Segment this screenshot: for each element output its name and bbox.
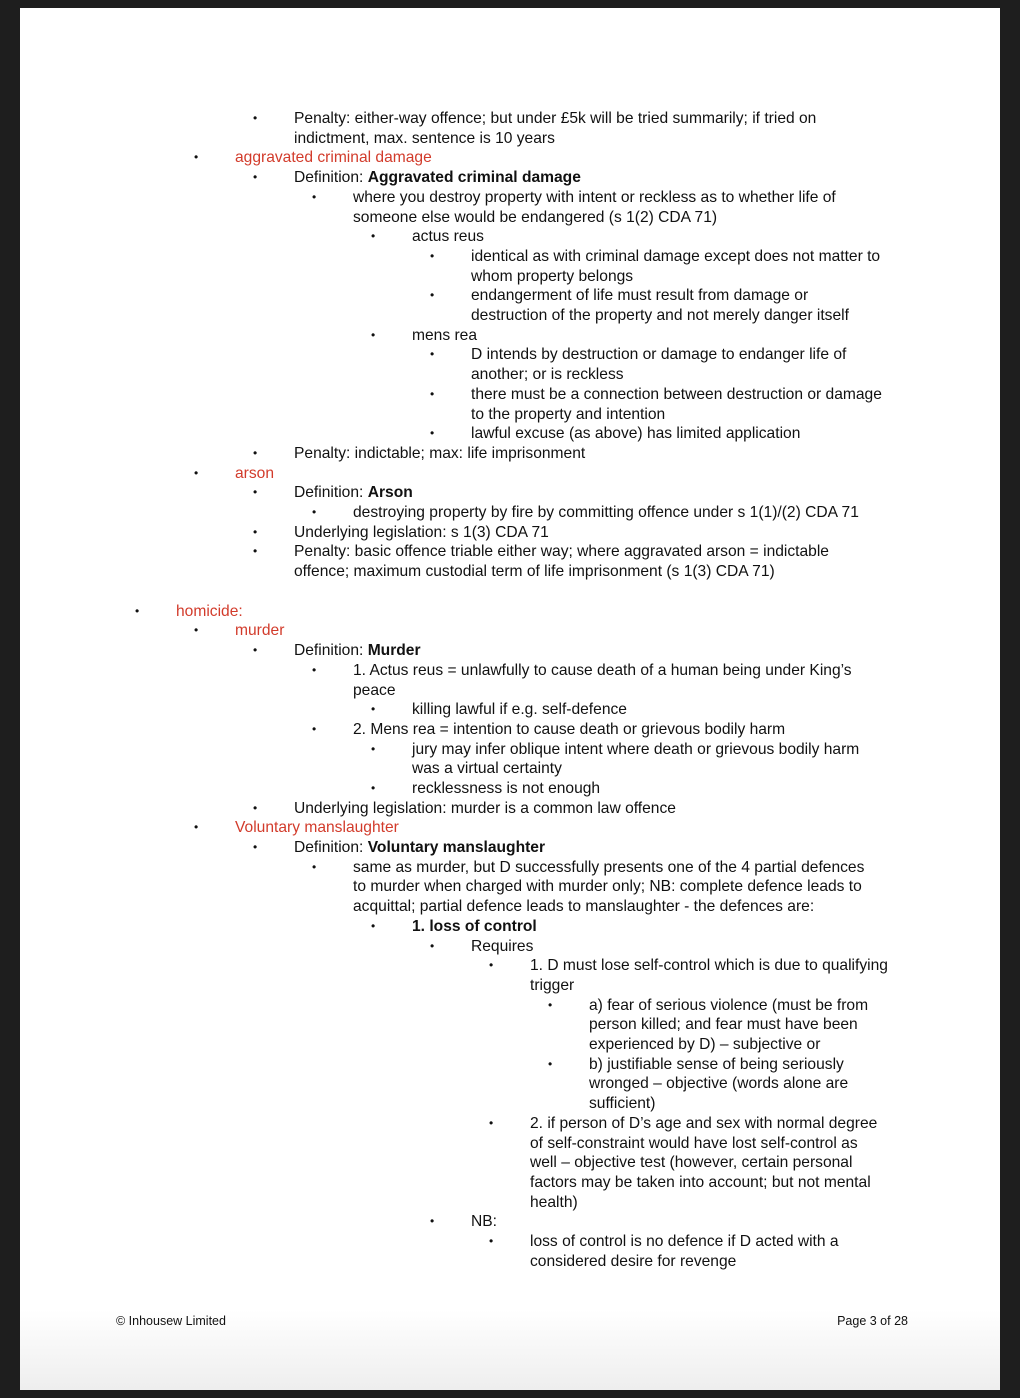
list-item-text: 1. Actus reus = unlawfully to cause death of a human being under King’s	[353, 662, 852, 679]
list-item-text: jury may infer oblique intent where death or grievous bodily harm	[412, 741, 860, 758]
bullet-icon: •	[312, 505, 317, 519]
list-item-text: where you destroy property with intent or reckless as to whether life of	[353, 189, 836, 206]
list-item-text: person killed; and fear must have been	[589, 1016, 858, 1033]
item-label: Definition:	[294, 642, 368, 659]
list-item-text	[294, 168, 581, 188]
list-item-text: same as murder, but D successfully presents one of the 4 partial defences	[353, 859, 865, 876]
list-item-text: trigger	[530, 977, 575, 994]
list-item-text: someone else would be endangered (s 1(2) CDA 71)	[353, 209, 718, 226]
list-item-text: Underlying legislation: murder is a common law offence	[294, 800, 676, 817]
bullet-icon: •	[548, 1057, 553, 1071]
list-item-text: mens rea	[412, 327, 478, 344]
item-label: Definition:	[294, 484, 368, 501]
bullet-icon: •	[371, 229, 376, 243]
list-item-text: b) justifiable sense of being seriously	[589, 1056, 844, 1073]
list-item-text: a) fear of serious violence (must be from	[589, 997, 869, 1014]
document-page	[20, 8, 1000, 1390]
list-item-text: health)	[530, 1194, 578, 1211]
list-item-text: to the property and intention	[471, 406, 666, 423]
list-item-text: loss of control is no defence if D acted with a	[530, 1233, 839, 1250]
list-item-text: indictment, max. sentence is 10 years	[294, 130, 555, 147]
list-item-text: 1. D must lose self-control which is due to qualifying	[530, 957, 888, 974]
bullet-icon: •	[430, 249, 435, 263]
list-item-text: Penalty: indictable; max: life imprisonment	[294, 445, 586, 462]
section-heading: homicide:	[176, 603, 243, 620]
list-item-text: factors may be taken into account; but not mental	[530, 1174, 871, 1191]
bullet-icon: •	[253, 643, 258, 657]
list-item-text: peace	[353, 682, 396, 699]
bullet-icon: •	[253, 485, 258, 499]
bullet-icon: •	[312, 190, 317, 204]
bullet-icon: •	[371, 919, 376, 933]
bullet-icon: •	[253, 446, 258, 460]
list-item-text: wronged – objective (words alone are	[589, 1075, 849, 1092]
item-term: 1. loss of control	[412, 918, 537, 935]
bullet-icon: •	[253, 840, 258, 854]
list-item-text: well – objective test (however, certain personal	[530, 1154, 853, 1171]
bullet-icon: •	[489, 1234, 494, 1248]
list-item-text	[294, 641, 421, 661]
bullet-icon: •	[430, 347, 435, 361]
bullet-icon: •	[253, 170, 258, 184]
list-item-text: experienced by D) – subjective or	[589, 1036, 821, 1053]
bullet-icon: •	[253, 801, 258, 815]
list-item-text	[294, 838, 545, 858]
footer-page-number: Page 3 of 28	[837, 1314, 908, 1328]
list-item-text	[294, 483, 413, 503]
bullet-icon: •	[371, 702, 376, 716]
list-item-text: Underlying legislation: s 1(3) CDA 71	[294, 524, 549, 541]
item-term: Arson	[367, 484, 413, 501]
list-item-text: endangerment of life must result from damage or	[471, 287, 809, 304]
footer-copyright: © Inhousew Limited	[116, 1314, 226, 1328]
section-heading: arson	[235, 465, 275, 482]
list-item-text: killing lawful if e.g. self-defence	[412, 701, 627, 718]
section-heading: murder	[235, 622, 285, 639]
bullet-icon: •	[194, 150, 199, 164]
list-item-text: whom property belongs	[471, 268, 634, 285]
list-item-text: sufficient)	[589, 1095, 656, 1112]
list-item-text: to murder when charged with murder only; NB: complete defence leads to	[353, 878, 862, 895]
bullet-icon: •	[489, 1116, 494, 1130]
bullet-icon: •	[371, 781, 376, 795]
list-item-text: recklessness is not enough	[412, 780, 601, 797]
list-item-text: considered desire for revenge	[530, 1253, 737, 1270]
list-item-text: Requires	[471, 938, 534, 955]
list-item-text: lawful excuse (as above) has limited application	[471, 425, 801, 442]
list-item-text: Penalty: basic offence triable either way; where aggravated arson = indictable	[294, 543, 829, 560]
list-item-text: was a virtual certainty	[412, 760, 562, 777]
list-item-text: there must be a connection between destruction or damage	[471, 386, 882, 403]
bullet-icon: •	[430, 426, 435, 440]
bullet-icon: •	[312, 663, 317, 677]
list-item-text: Penalty: either-way offence; but under £5k will be tried summarily; if tried on	[294, 110, 817, 127]
bullet-icon: •	[430, 387, 435, 401]
item-label: Definition:	[294, 169, 368, 186]
item-term: Voluntary manslaughter	[367, 839, 546, 856]
bullet-icon: •	[135, 604, 140, 618]
item-label: Definition:	[294, 839, 368, 856]
list-item-text: NB:	[471, 1213, 497, 1230]
item-term: Aggravated criminal damage	[367, 169, 581, 186]
list-item-text: D intends by destruction or damage to endanger life of	[471, 346, 847, 363]
item-term: Murder	[367, 642, 421, 659]
bullet-icon: •	[312, 722, 317, 736]
list-item-text: destruction of the property and not merely danger itself	[471, 307, 849, 324]
list-item-text: of self-constraint would have lost self-control as	[530, 1135, 858, 1152]
section-heading: Voluntary manslaughter	[235, 819, 399, 836]
bullet-icon: •	[430, 939, 435, 953]
list-item-text: 2. Mens rea = intention to cause death or grievous bodily harm	[353, 721, 786, 738]
bullet-icon: •	[430, 1214, 435, 1228]
list-item-text: acquittal; partial defence leads to manslaughter - the defences are:	[353, 898, 815, 915]
bullet-icon: •	[194, 466, 199, 480]
bullet-icon: •	[371, 328, 376, 342]
bullet-icon: •	[253, 525, 258, 539]
bullet-icon: •	[430, 288, 435, 302]
bullet-icon: •	[253, 111, 258, 125]
section-heading: aggravated criminal damage	[235, 149, 432, 166]
list-item-text	[412, 917, 537, 937]
bullet-icon: •	[371, 742, 376, 756]
list-item-text: offence; maximum custodial term of life imprisonment (s 1(3) CDA 71)	[294, 563, 775, 580]
bullet-icon: •	[194, 623, 199, 637]
list-item-text: destroying property by fire by committing offence under s 1(1)/(2) CDA 71	[353, 504, 859, 521]
bullet-icon: •	[194, 820, 199, 834]
bullet-icon: •	[548, 998, 553, 1012]
list-item-text: identical as with criminal damage except does not matter to	[471, 248, 881, 265]
bullet-icon: •	[253, 544, 258, 558]
bullet-icon: •	[312, 860, 317, 874]
list-item-text: 2. if person of D’s age and sex with normal degree	[530, 1115, 878, 1132]
bullet-icon: •	[489, 958, 494, 972]
list-item-text: actus reus	[412, 228, 484, 245]
list-item-text: another; or is reckless	[471, 366, 624, 383]
